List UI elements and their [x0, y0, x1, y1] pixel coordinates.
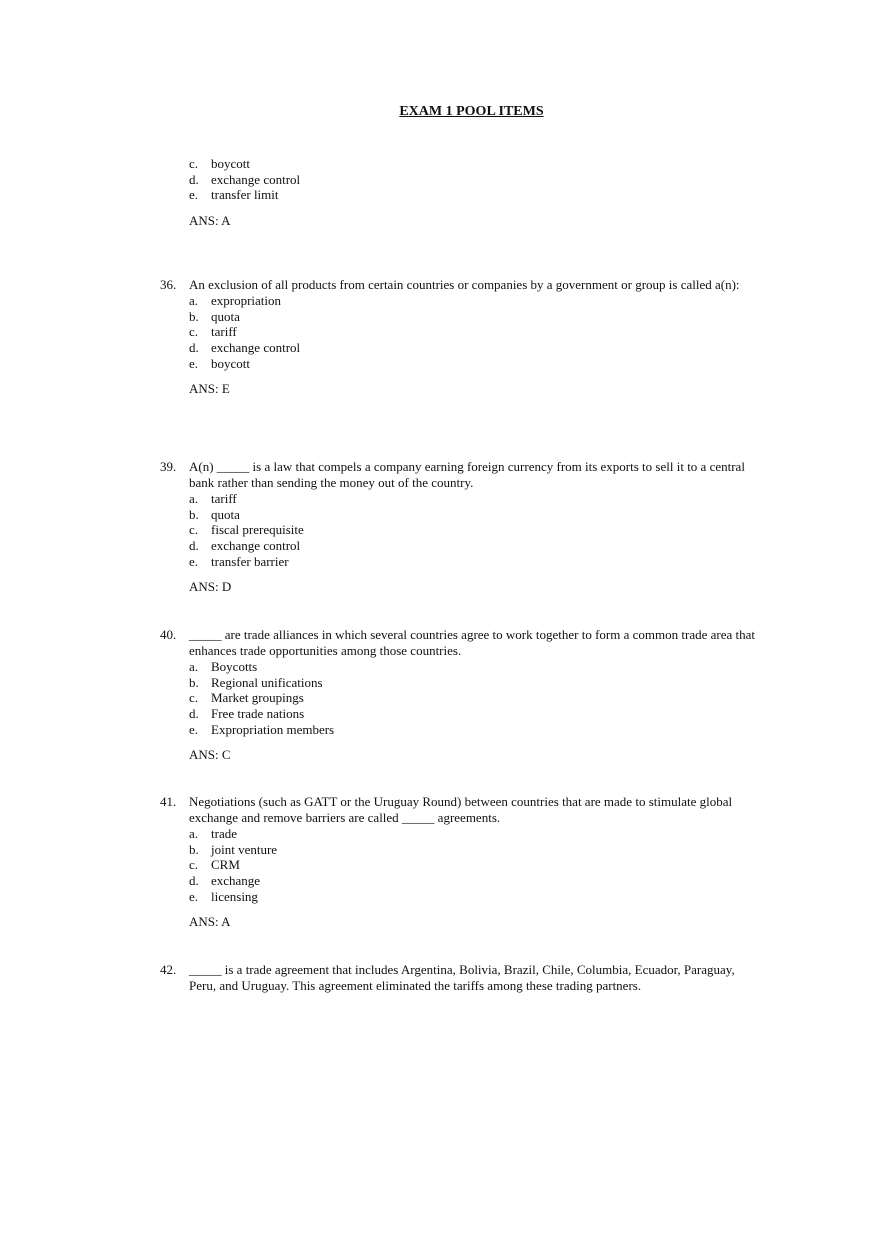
- option: b. quota: [189, 308, 240, 324]
- question-text: _____ are trade alliances in which several countries agree to work together to form a common trade area that enhances trade opportunities among those countries.: [189, 627, 755, 658]
- answer: ANS: E: [189, 381, 230, 397]
- page-title: EXAM 1 POOL ITEMS: [399, 104, 544, 119]
- option: a. expropriation: [189, 293, 282, 308]
- option: d. exchange control: [189, 171, 301, 187]
- option: b. Regional unifications: [189, 674, 323, 690]
- option: d. exchange control: [189, 340, 301, 356]
- option: c. tariff: [189, 324, 237, 340]
- question-text: A(n) _____ is a law that compels a company earning foreign currency from its exports to sell it to a central bank rather than sending the money out of the country.: [189, 459, 745, 490]
- question-text: _____ is a trade agreement that includes Argentina, Bolivia, Brazil, Chile, Columbia, Ecuador, Paraguay, Peru, and Uruguay. This agreement eliminated the tariffs among these trading partners.: [189, 962, 735, 993]
- question-text: Negotiations (such as GATT or the Uruguay Round) between countries that are made to stimulate global exchange and remove barriers are called _____ agreements.: [189, 794, 733, 825]
- question-text: An exclusion of all products from certain countries or companies by a government or group is called a(n):: [189, 277, 740, 292]
- question-number: 36.: [160, 277, 177, 292]
- question-42: [160, 962, 760, 994]
- answer: ANS: D: [189, 579, 232, 595]
- question-number: 40.: [160, 627, 177, 642]
- option: a. tariff: [189, 491, 237, 506]
- option: d. exchange control: [189, 538, 301, 554]
- question-36: [160, 277, 760, 397]
- option: a. Boycotts: [189, 659, 258, 674]
- option: a. trade: [189, 826, 237, 841]
- option: d. Free trade nations: [189, 706, 305, 722]
- option: b. quota: [189, 506, 240, 522]
- option: e. transfer barrier: [189, 553, 289, 569]
- option: d. exchange: [189, 873, 261, 889]
- option: e. Expropriation members: [189, 721, 335, 737]
- question-40: [160, 627, 760, 763]
- question-39: [160, 459, 760, 595]
- option: c. Market groupings: [189, 690, 304, 706]
- answer: ANS: C: [189, 747, 231, 763]
- question-number: 39.: [160, 459, 177, 474]
- answer: ANS: A: [189, 213, 231, 229]
- option: c. fiscal prerequisite: [189, 522, 304, 538]
- carryover-block: [160, 156, 760, 229]
- option: e. transfer limit: [189, 187, 279, 203]
- option: e. licensing: [189, 888, 258, 904]
- option: c. boycott: [189, 156, 250, 171]
- question-41: [160, 794, 760, 930]
- answer: ANS: A: [189, 914, 231, 930]
- option: e. boycott: [189, 355, 250, 371]
- option: b. joint venture: [189, 841, 278, 857]
- question-number: 41.: [160, 794, 177, 809]
- option: c. CRM: [189, 857, 240, 873]
- question-number: 42.: [160, 962, 177, 977]
